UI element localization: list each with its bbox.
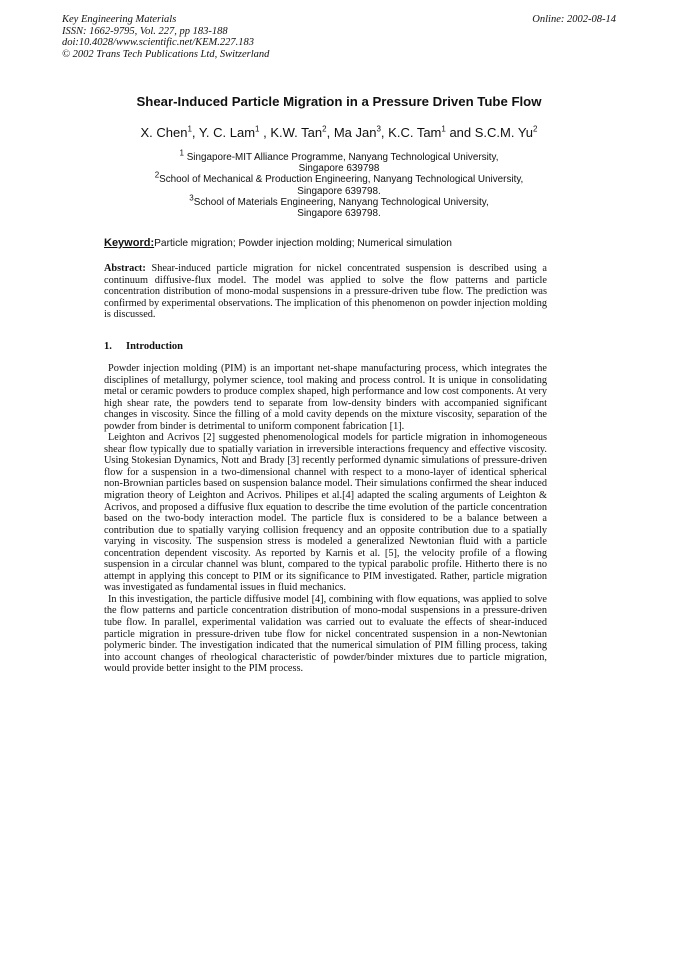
keyword-label: Keyword:	[104, 237, 155, 249]
journal-header	[62, 14, 269, 60]
author-separator: ,	[326, 125, 334, 140]
keyword-line	[104, 237, 452, 249]
section-number: 1.	[104, 341, 112, 352]
author-affiliation-mark: 1	[187, 124, 192, 134]
author-separator: ,	[259, 125, 271, 140]
affiliation-mark: 3	[189, 193, 194, 203]
author-affiliation-mark: 2	[533, 124, 538, 134]
affiliation-city: Singapore 639798.	[297, 185, 381, 197]
section-heading	[104, 341, 183, 352]
author-name: K.C. Tam	[388, 125, 442, 140]
introduction-body	[104, 363, 547, 675]
author-affiliation-mark: 1	[441, 124, 446, 134]
keyword-values: Particle migration; Powder injection molding; Numerical simulation	[154, 238, 452, 249]
issn-line: ISSN: 1662-9795, Vol. 227, pp 183-188	[62, 25, 228, 37]
affiliation	[0, 193, 678, 208]
abstract-text: Shear-induced particle migration for nickel concentrated suspension is described using a continuum diffusive-flux model. The model was applied to solve the flow patterns and particle concentration distribution of mono-modal suspensions in a pressure-driven tube flow. The prediction was confirmed by experimental observations. The implication of this phenomenon on powder injection molding is discussed.	[104, 263, 547, 320]
author-list	[0, 125, 678, 140]
author-separator: and	[445, 125, 475, 140]
paragraph: Leighton and Acrivos [2] suggested phenomenological models for particle migration in inhomogeneous shear flow typically due to spatially variation in irreversible interactions frequency and effective viscosity. Using Stokesian Dynamics, Nott and Brady [3] recently performed dynamic simulations of pressure-driven flow for a suspension in a two-dimensional channel with respect to a mono-layer of identical spherical non-Brownian particles based on suspension balance model. Their simulations confirmed the shear induced migration theory of Leighton and Acrivos. Philipes et al.[4] adapted the scaling arguments of Leighton & Acrivos, and proposed a diffusive flux equation to describe the time evolution of the particle concentration based on the two-body interaction model. The particle flux is considered to be a balance between a contribution due to spatially varying collision frequency and an opposite contribution due to a spatially varying in viscosity. The suspension stress is modeled a generalized Newtonian fluid with a particle concentration dependent viscosity. As reported by Karnis et al. [5], the velocity profile of a flowing suspension in a circular channel was blunt, compared to the typical parabolic profile. Hitherto there is no attempt in applying this concept to PIM or its significance to PIM investigated. Rather, particle migration was investigated as fundamental issues in fluid mechanics.	[104, 432, 547, 594]
affiliation-list	[0, 148, 678, 220]
doi-line: doi:10.4028/www.scientific.net/KEM.227.183	[62, 37, 254, 48]
section-title: Introduction	[126, 341, 183, 352]
author-affiliation-mark: 1	[255, 124, 260, 134]
author-separator: ,	[380, 125, 389, 140]
affiliation-line: School of Materials Engineering, Nanyang Technological University,	[193, 196, 489, 208]
paragraph: In this investigation, the particle diffusive model [4], combining with flow equations, was applied to solve the flow patterns and particle concentration distribution of mono-modal suspensions in a pressure-driven tube flow. In parallel, experimental validation was carried out to evaluate the effects of shear-induced particle migration in pressure-driven tube flow for nickel concentrated suspension in a non-Newtonian polymeric binder. The investigation indicated that the numerical simulation of PIM filling process, taking into account changes of rheological characteristic of powder/binder mixtures due to particle migration, would provide better insight to the PIM process.	[104, 593, 547, 675]
paragraph: Powder injection molding (PIM) is an important net-shape manufacturing process, which integrates the disciplines of metallurgy, polymer science, tool making and process control. It is unique in consolidating metal or ceramic powders to produce complex shaped, high performance and low cost components. At very high shear rate, the powders tend to separate from low-density binders with accompanied significant changes in viscosity. Since the filling of a mold cavity depends on the mixture viscosity, separation of the powder from binder is detrimental to uniform component fabrication [1].	[104, 363, 547, 432]
abstract-label: Abstract:	[104, 263, 146, 274]
author-name: Y. C. Lam	[198, 125, 256, 140]
copyright-line: © 2002 Trans Tech Publications Ltd, Switzerland	[62, 48, 270, 60]
author-name: Ma Jan	[333, 125, 377, 140]
affiliation-mark: 1	[179, 148, 184, 158]
author-affiliation-mark: 3	[376, 124, 381, 134]
affiliation-city: Singapore 639798	[298, 163, 380, 175]
affiliation-line: Singapore-MIT Alliance Programme, Nanyang Technological University,	[186, 152, 499, 163]
affiliation-mark: 2	[154, 171, 160, 181]
abstract	[104, 263, 547, 321]
journal-name: Key Engineering Materials	[62, 14, 177, 25]
author-affiliation-mark: 2	[322, 124, 327, 134]
affiliation-city: Singapore 639798.	[297, 208, 381, 220]
author-separator: ,	[191, 125, 199, 140]
affiliation-line: School of Mechanical & Production Engineering, Nanyang Technological University,	[159, 174, 524, 186]
author-name: S.C.M. Yu	[474, 125, 534, 140]
author-name: X. Chen	[140, 125, 188, 140]
paper-title: Shear-Induced Particle Migration in a Pressure Driven Tube Flow	[136, 94, 542, 109]
online-date: Online: 2002-08-14	[532, 14, 616, 25]
author-name: K.W. Tan	[270, 125, 323, 140]
affiliation	[0, 171, 678, 186]
affiliation	[0, 148, 678, 163]
